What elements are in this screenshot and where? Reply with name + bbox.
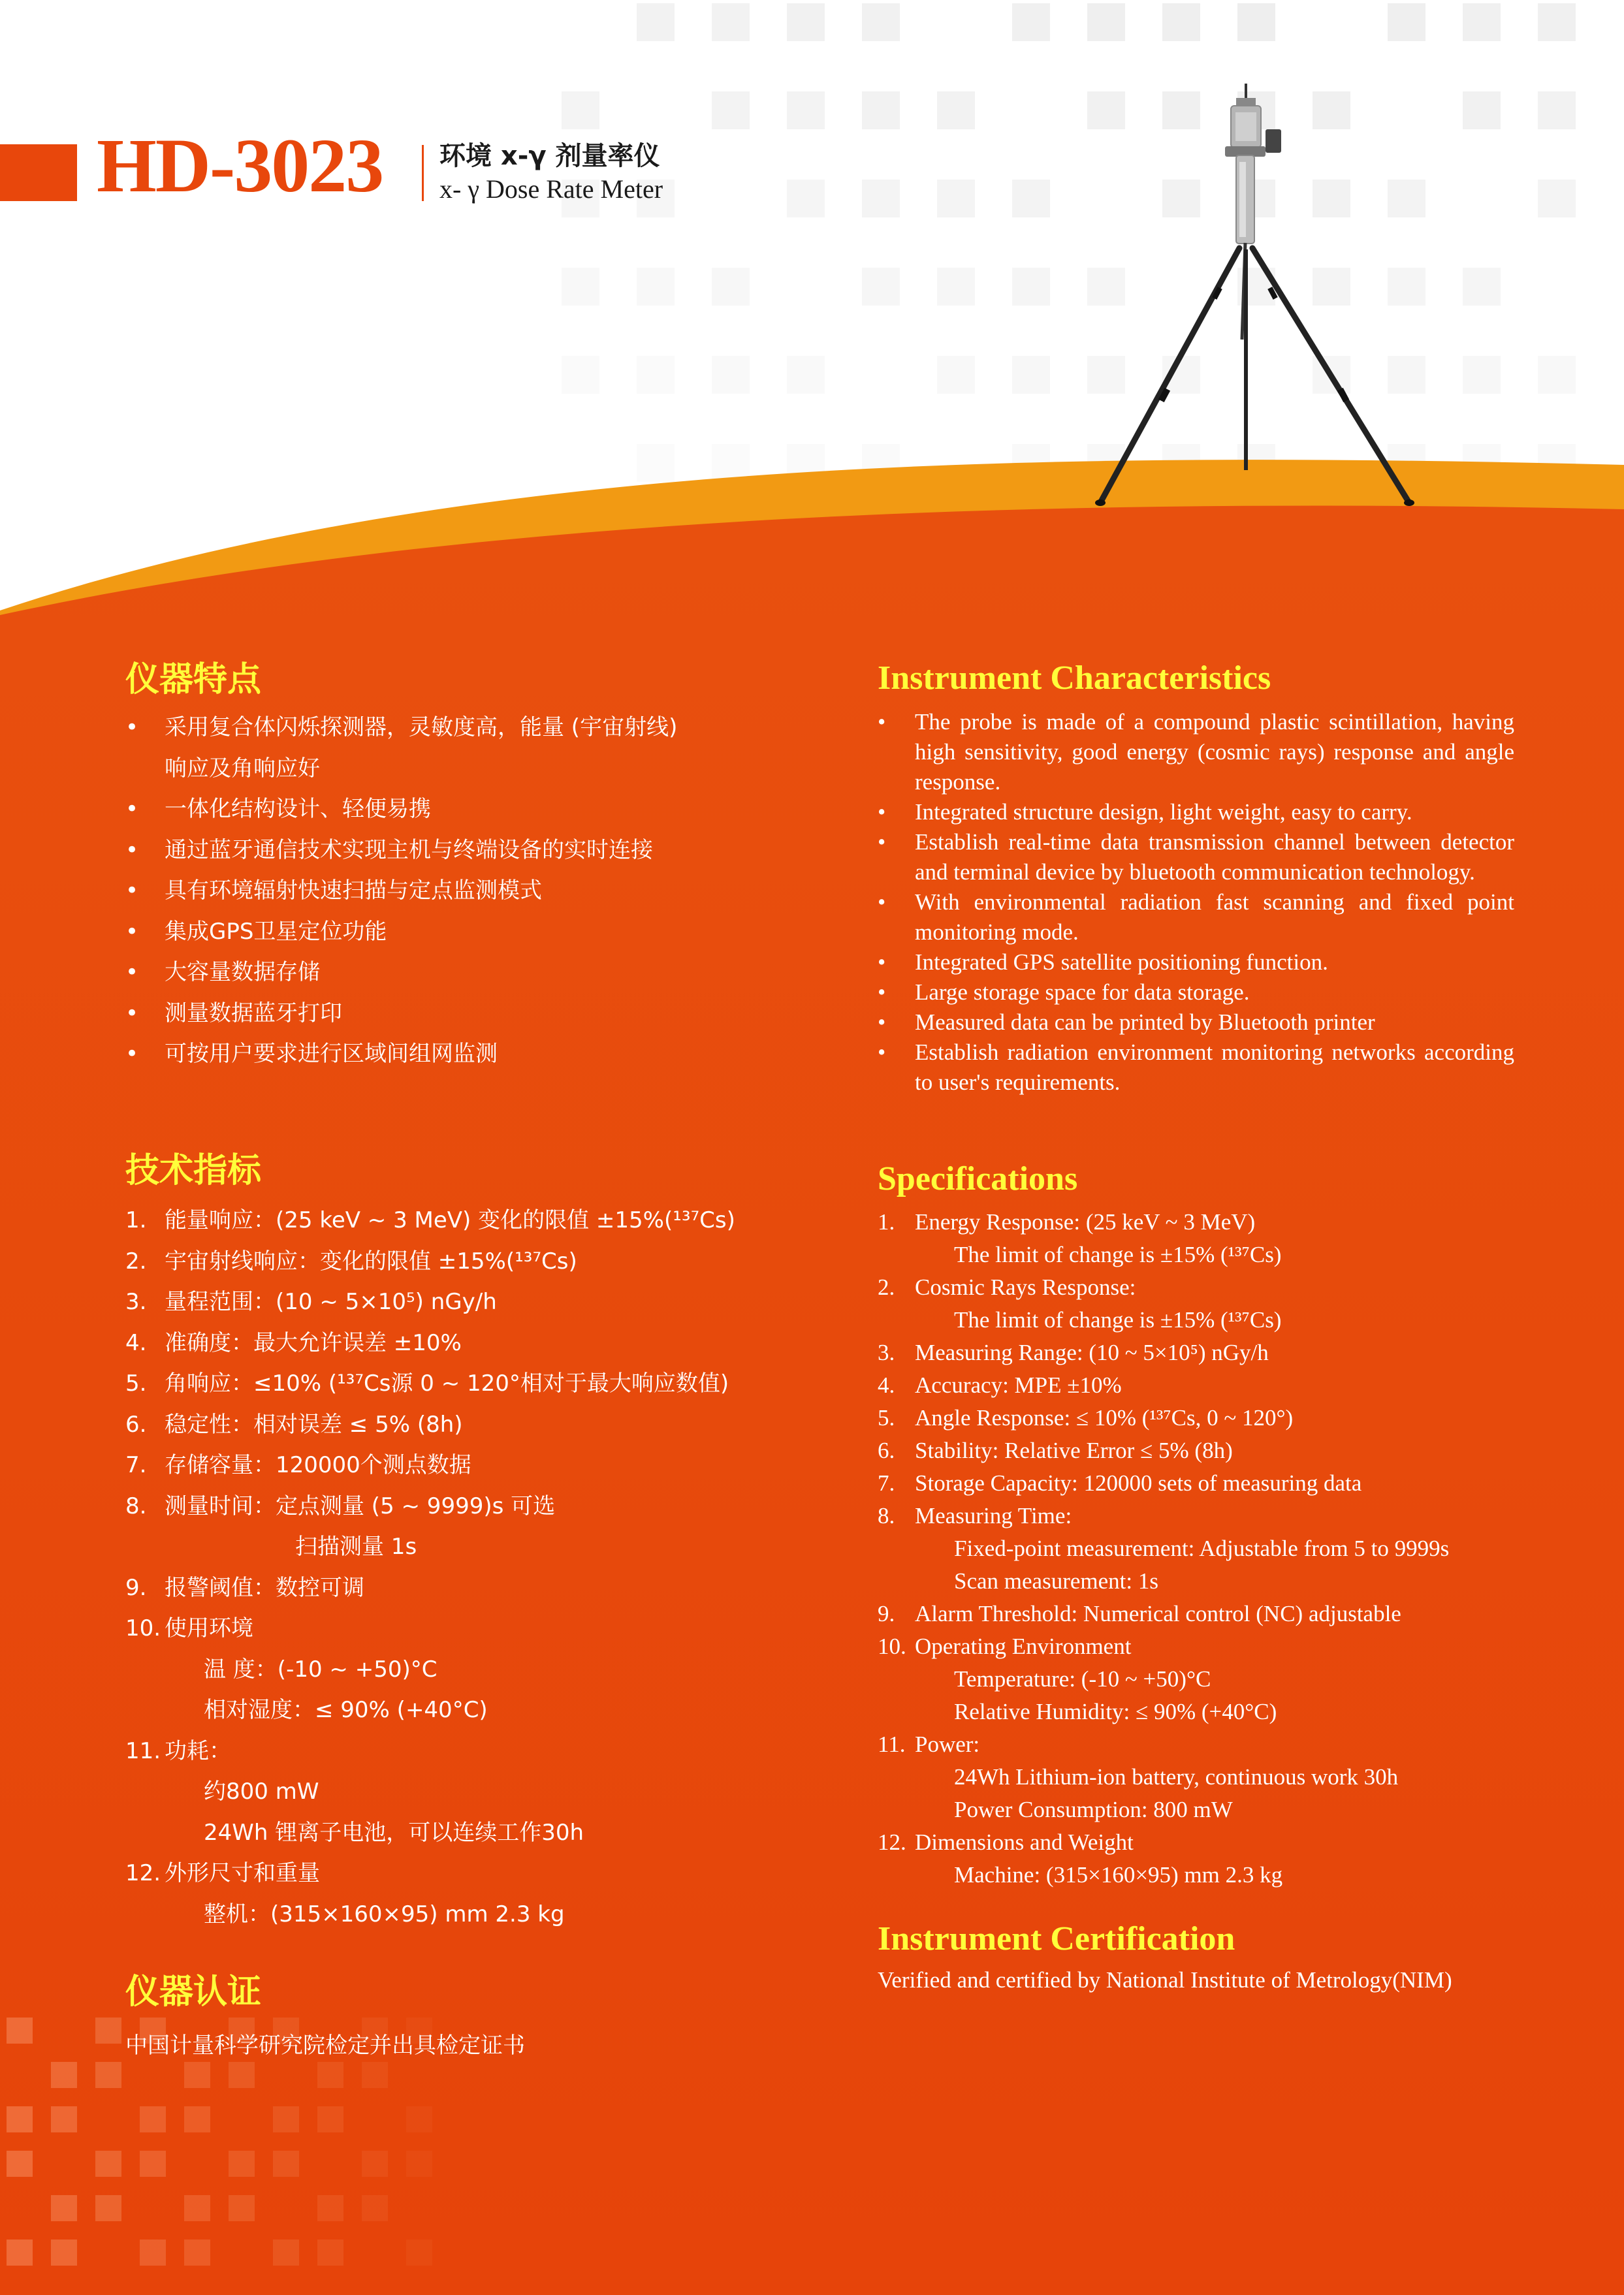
cert-text-en: Verified and certified by National Institute of Metrology(NIM) [878, 1967, 1452, 1993]
spec-row: 7. 存储容量：120000个测点数据 [125, 1452, 471, 1478]
list-item: • The probe is made of a compound plastic scintillation, having high sensitivity, good energy (cosmic rays) response and angle response. [878, 707, 1514, 797]
spec-row: 温 度：(-10 ~ +50)°C [204, 1656, 438, 1683]
spec-row: 10. Operating Environment [878, 1634, 1132, 1659]
spec-row: 约800 mW [204, 1779, 319, 1805]
spec-row: 9. 报警阈值：数控可调 [125, 1574, 364, 1601]
spec-row: 8. Measuring Time: [878, 1503, 1072, 1528]
spec-row: 扫描测量 1s [295, 1534, 417, 1560]
spec-row: The limit of change is ±15% (¹³⁷Cs) [954, 1242, 1282, 1267]
spec-row: 12. 外形尺寸和重量 [125, 1860, 320, 1886]
spec-row: 11. 功耗： [125, 1737, 231, 1764]
spec-row: 5. Angle Response: ≤ 10% (¹³⁷Cs, 0 ~ 120°) [878, 1405, 1294, 1431]
title-en: x- γ Dose Rate Meter [439, 174, 663, 204]
list-item: • Integrated GPS satellite positioning function. [878, 947, 1514, 977]
spec-row: 5. 角响应：≤10% (¹³⁷Cs源 0 ~ 120°相对于最大响应数值) [125, 1370, 729, 1397]
features-heading-cn: 仪器特点 [125, 660, 262, 699]
specs-list-en [878, 1206, 1531, 1891]
title-cn: 环境 x-γ 剂量率仪 [439, 141, 660, 171]
spec-row: The limit of change is ±15% (¹³⁷Cs) [954, 1307, 1282, 1333]
spec-row: Relative Humidity: ≤ 90% (+40°C) [954, 1699, 1277, 1724]
cert-text-cn: 中国计量科学研究院检定并出具检定证书 [125, 2033, 525, 2059]
list-item: • With environmental radiation fast scanning and fixed point monitoring mode. [878, 887, 1514, 947]
spec-row: 3. Measuring Range: (10 ~ 5×10⁵) nGy/h [878, 1340, 1269, 1365]
spec-row: 相对湿度：≤ 90% (+40°C) [204, 1697, 488, 1723]
features-heading-en: Instrument Characteristics [878, 659, 1271, 697]
spec-row: Fixed-point measurement: Adjustable from 5 to 9999s [954, 1536, 1450, 1561]
spec-row: 8. 测量时间：定点测量 (5 ~ 9999)s 可选 [125, 1493, 556, 1519]
list-item: • 集成GPS卫星定位功能 [125, 911, 804, 953]
list-item: • 具有环境辐射快速扫描与定点监测模式 [125, 870, 804, 911]
spec-row: 6. Stability: Relative Error ≤ 5% (8h) [878, 1438, 1233, 1463]
spec-row: 24Wh 锂离子电池，可以连续工作30h [204, 1819, 584, 1846]
list-item: • 可按用户要求进行区域间组网监测 [125, 1034, 804, 1075]
list-item: • Large storage space for data storage. [878, 977, 1514, 1007]
list-item: • 大容量数据存储 [125, 952, 804, 993]
spec-row: Temperature: (-10 ~ +50)°C [954, 1666, 1211, 1692]
spec-row: 10. 使用环境 [125, 1615, 253, 1641]
spec-row: Machine: (315×160×95) mm 2.3 kg [954, 1862, 1283, 1888]
spec-row: 2. Cosmic Rays Response: [878, 1274, 1136, 1300]
list-item: • Establish real-time data transmission channel between detector and terminal device by bluetooth communication technology. [878, 827, 1514, 887]
header-accent-bar [0, 144, 77, 201]
spec-row: 12. Dimensions and Weight [878, 1829, 1134, 1855]
features-list-cn [125, 707, 804, 1075]
list-item: 响应及角响应好 [165, 755, 320, 782]
spec-row: 4. 准确度：最大允许误差 ±10% [125, 1329, 462, 1356]
specs-list-cn [125, 1200, 844, 1935]
spec-row: 24Wh Lithium-ion battery, continuous work 30h [954, 1764, 1399, 1790]
features-list-en [878, 707, 1514, 1098]
spec-row: 7. Storage Capacity: 120000 sets of measuring data [878, 1470, 1362, 1496]
spec-row: 3. 量程范围：(10 ~ 5×10⁵) nGy/h [125, 1289, 497, 1315]
specs-heading-en: Specifications [878, 1160, 1078, 1197]
spec-row: 1. 能量响应：(25 keV ~ 3 MeV) 变化的限值 ±15%(¹³⁷Cs) [125, 1207, 735, 1233]
spec-row: 2. 宇宙射线响应：变化的限值 ±15%(¹³⁷Cs) [125, 1248, 577, 1274]
spec-row: 9. Alarm Threshold: Numerical control (NC) adjustable [878, 1601, 1401, 1626]
header-divider [422, 145, 424, 201]
list-item: • Measured data can be printed by Bluetooth printer [878, 1007, 1514, 1037]
spec-row: Scan measurement: 1s [954, 1568, 1158, 1594]
spec-row: 1. Energy Response: (25 keV ~ 3 MeV) [878, 1209, 1256, 1235]
list-item: • Integrated structure design, light weight, easy to carry. [878, 797, 1514, 827]
specs-heading-cn: 技术指标 [125, 1151, 262, 1190]
spec-row: 6. 稳定性：相对误差 ≤ 5% (8h) [125, 1411, 463, 1438]
cert-heading-cn: 仪器认证 [125, 1972, 262, 2012]
spec-row: 11. Power: [878, 1732, 980, 1757]
spec-row: 整机：(315×160×95) mm 2.3 kg [204, 1901, 565, 1927]
list-item: • Establish radiation environment monitoring networks according to user's requirements. [878, 1037, 1514, 1098]
list-item: • 一体化结构设计、轻便易携 [125, 789, 804, 830]
spec-row: 4. Accuracy: MPE ±10% [878, 1372, 1122, 1398]
list-item: • 通过蓝牙通信技术实现主机与终端设备的实时连接 [125, 830, 804, 871]
list-item: • 采用复合体闪烁探测器，灵敏度高，能量 (宇宙射线) [125, 707, 804, 748]
list-item: • 测量数据蓝牙打印 [125, 993, 804, 1034]
cert-heading-en: Instrument Certification [878, 1920, 1235, 1957]
spec-row: Power Consumption: 800 mW [954, 1797, 1233, 1822]
model-number: HD-3023 [97, 123, 383, 208]
